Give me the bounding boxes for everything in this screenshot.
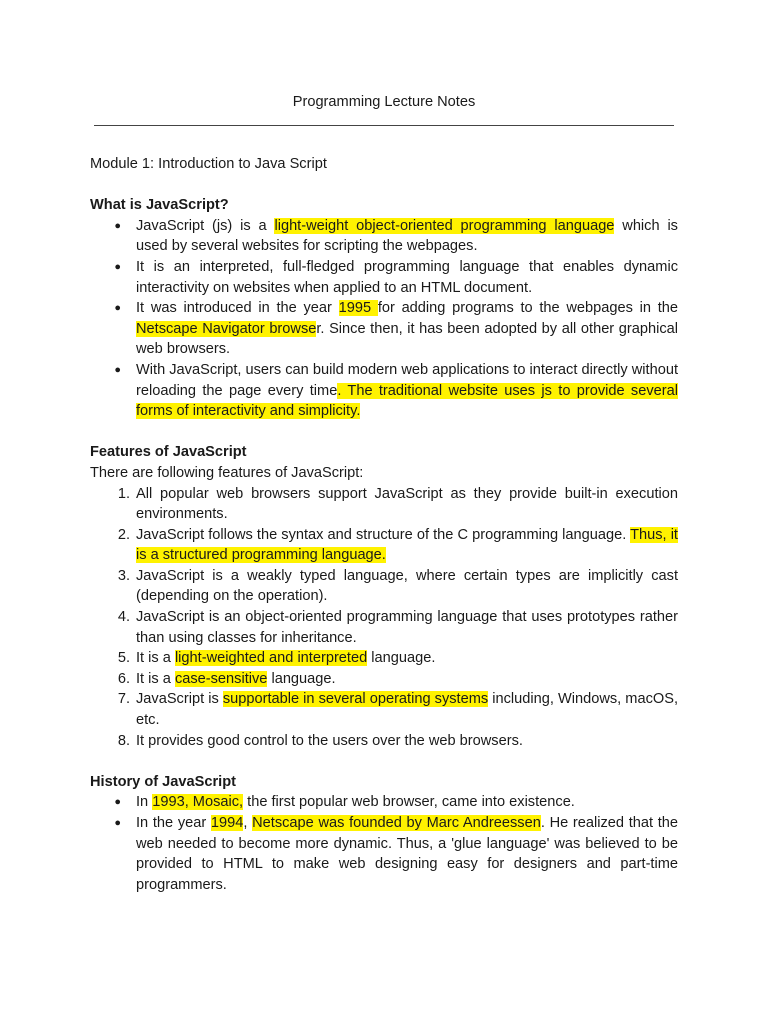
list-item [90, 731, 678, 752]
number-marker: 3. [117, 567, 130, 584]
text-run: which is used by several websites for scripting the webpages. [136, 217, 678, 255]
bullet-marker: ● [114, 219, 121, 232]
section-heading-features: Features of JavaScript [90, 444, 247, 461]
list-item [90, 216, 678, 257]
header-divider [94, 125, 674, 126]
what-is-list [90, 216, 678, 422]
highlighted-text: . The traditional website uses js to provide several forms of interactivity and simplicity. [136, 382, 678, 420]
highlighted-text: Netscape Navigator browse [136, 320, 317, 337]
bullet-marker: ● [114, 796, 121, 809]
highlighted-text: Netscape was founded by Marc Andreessen [252, 815, 541, 831]
text-run: JavaScript (js) is a [136, 217, 275, 234]
text-run: In the year [136, 815, 211, 831]
text-run: It provides good control to the users over the web browsers. [136, 732, 523, 749]
number-marker: 4. [117, 609, 130, 626]
text-run: , [243, 815, 253, 831]
list-item [90, 298, 678, 360]
text-run: It was introduced in the year [136, 300, 339, 317]
list-item [90, 566, 678, 607]
list-item [90, 607, 678, 648]
history-list [90, 792, 678, 895]
text-run: In [136, 794, 153, 811]
number-marker: 1. [117, 485, 130, 502]
list-item [90, 525, 678, 566]
document-body [90, 154, 678, 895]
list-item [90, 689, 678, 730]
text-run: including, Windows, macOS, etc. [136, 691, 679, 729]
highlighted-text: supportable in several operating systems [222, 691, 489, 708]
highlighted-text: case-sensitive [174, 670, 268, 687]
text-run: It is a [136, 650, 175, 667]
list-item [90, 257, 678, 298]
highlighted-text: light-weight object-oriented programming language [274, 217, 615, 234]
text-run: JavaScript is an object-oriented programming language that uses prototypes rather than using classes for inheritance. [136, 609, 678, 646]
list-item [90, 648, 678, 669]
text-run: With JavaScript, users can build modern web applications to interact directly without reloading the page every time [136, 361, 678, 399]
text-run: JavaScript is [136, 691, 223, 708]
list-item [90, 484, 678, 525]
text-run: . He realized that the web needed to become more dynamic. Thus, a 'glue language' was believed to be provided to HTML to make web designing easy for designers and part-time programmers. [136, 815, 679, 893]
number-marker: 2. [117, 526, 130, 543]
module-title: Module 1: Introduction to Java Script [90, 156, 327, 172]
number-marker: 5. [117, 650, 130, 667]
text-run: JavaScript is a weakly typed language, where certain types are implicitly cast (depending on the operation). [136, 567, 678, 605]
text-run: All popular web browsers support JavaScript as they provide built-in execution environments. [136, 485, 678, 523]
section-heading-history: History of JavaScript [90, 773, 236, 790]
highlighted-text: 1995 [338, 300, 378, 317]
text-run: for adding programs to the webpages in the [377, 300, 679, 317]
text-run: It is an interpreted, full-fledged programming language that enables dynamic interactivity on websites when applied to an HTML document. [136, 258, 678, 296]
section-heading-what-is: What is JavaScript? [90, 197, 229, 214]
text-run: JavaScript follows the syntax and structure of the C programming language. [136, 526, 631, 543]
highlighted-text: Thus, it is a structured programming language. [136, 526, 678, 564]
text-run: language. [367, 650, 436, 667]
number-marker: 8. [117, 732, 130, 749]
highlighted-text: 1994 [210, 815, 244, 831]
number-marker: 6. [117, 670, 130, 687]
bullet-marker: ● [114, 817, 121, 829]
list-item [90, 360, 678, 422]
features-intro: There are following features of JavaScript: [90, 464, 364, 481]
highlighted-text: light-weighted and interpreted [174, 650, 368, 667]
highlighted-text: 1993, Mosaic, [152, 794, 244, 811]
text-run: It is a [136, 670, 175, 687]
features-list [90, 484, 678, 752]
bullet-marker: ● [114, 302, 121, 315]
text-run: language. [267, 670, 336, 687]
text-run: r. Since then, it has been adopted by all other graphical web browsers. [136, 320, 678, 358]
list-item [90, 813, 678, 895]
page-header-title: Programming Lecture Notes [292, 94, 476, 110]
bullet-marker: ● [114, 363, 121, 376]
bullet-marker: ● [114, 260, 121, 273]
list-item [90, 669, 678, 690]
number-marker: 7. [117, 691, 130, 708]
text-run: the first popular web browser, came into existence. [243, 794, 575, 811]
list-item [90, 792, 678, 813]
